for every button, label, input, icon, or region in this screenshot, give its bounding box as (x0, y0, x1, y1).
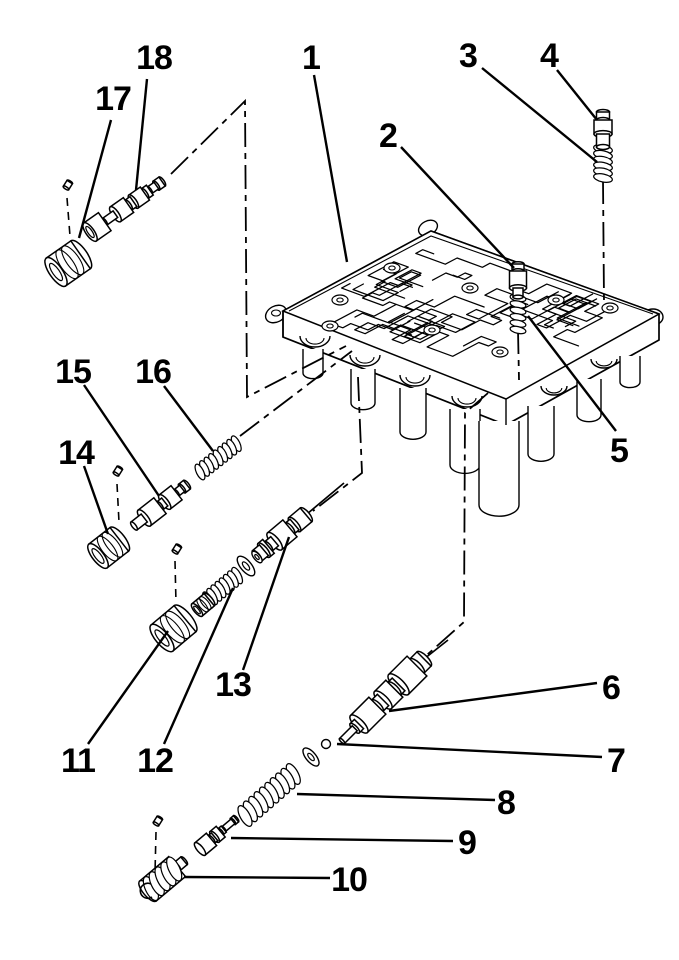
callout-11-leader (88, 631, 168, 744)
callout-6-leader (389, 683, 597, 711)
body-top-face (283, 231, 659, 399)
callout-10-leader (184, 877, 330, 878)
callout-5-label: 5 (610, 432, 628, 470)
callout-15-leader (84, 385, 159, 496)
axis-14-15-16 (240, 351, 352, 436)
callout-3-label: 3 (459, 37, 477, 75)
callout-14-label: 14 (58, 434, 94, 472)
callout-10-label: 10 (331, 861, 367, 899)
part-17-clip (63, 179, 73, 190)
part-15-valve (129, 479, 191, 531)
callout-14-leader (84, 466, 108, 534)
callouts (55, 37, 628, 899)
part-10-clip (153, 815, 163, 826)
callout-4-leader (557, 70, 597, 120)
part-6-valve (339, 640, 448, 744)
part-4-plug (594, 110, 612, 150)
callout-15-label: 15 (55, 353, 91, 391)
part-17-plug (41, 237, 96, 289)
callout-16-label: 16 (135, 353, 171, 391)
valve-body (263, 217, 663, 516)
callout-11-label: 11 (61, 742, 95, 780)
axis-3-4 (603, 180, 604, 302)
callout-2-label: 2 (379, 117, 397, 155)
callout-8-leader (297, 794, 495, 800)
callout-18-label: 18 (136, 39, 172, 77)
part-14-clip (113, 465, 123, 476)
part-9-valve (193, 815, 240, 857)
callout-8-label: 8 (497, 784, 515, 822)
axis-clip-14 (117, 484, 119, 522)
axis-clip-17 (67, 198, 70, 236)
part-10-adjusting-screw (136, 855, 189, 904)
callout-4-label: 4 (540, 37, 558, 75)
callout-12-label: 12 (137, 742, 173, 780)
part-11-clip (172, 543, 182, 554)
callout-3-leader (482, 68, 597, 162)
callout-7-leader (337, 744, 602, 757)
callout-1-leader (314, 75, 347, 262)
part-12-spring-assembly (190, 550, 264, 618)
callout-16-leader (164, 386, 213, 451)
part-7-ball-washer (300, 740, 330, 769)
callout-1-label: 1 (302, 39, 320, 77)
callout-9-label: 9 (458, 824, 476, 862)
part-8-spring (235, 762, 303, 829)
callout-13-label: 13 (215, 666, 251, 704)
component-parts (41, 110, 613, 905)
callout-17-label: 17 (95, 80, 131, 118)
part-16-spring (193, 434, 243, 481)
callout-18-leader (136, 79, 147, 190)
callout-9-leader (231, 838, 453, 841)
part-14-plug (84, 524, 133, 571)
callout-7-label: 7 (607, 742, 625, 780)
callout-6-label: 6 (602, 669, 620, 707)
axis-clip-11 (175, 561, 176, 603)
part-13-valve (250, 483, 344, 563)
